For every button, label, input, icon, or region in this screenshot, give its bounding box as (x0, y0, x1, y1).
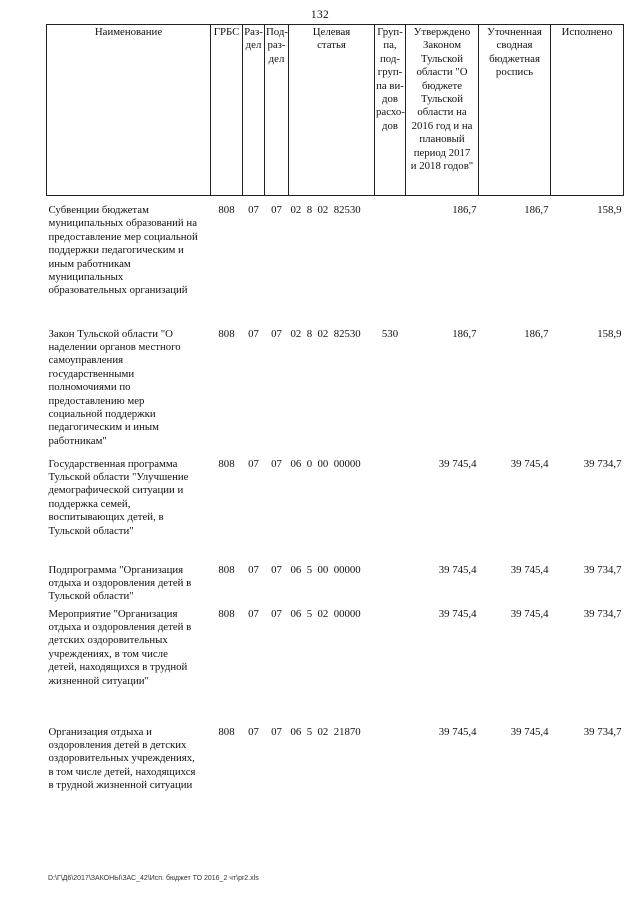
row-group (375, 458, 406, 564)
row-grbs: 808 (218, 327, 235, 340)
row-podrazdel: 07 (271, 563, 282, 576)
header-razdel: Раз- дел (243, 25, 265, 196)
row-refined: 186,7 (524, 327, 549, 340)
row-executed: 39 734,7 (583, 607, 622, 620)
header-row (47, 25, 624, 196)
row-group (375, 726, 406, 798)
row-approved: 39 745,4 (438, 563, 477, 576)
row-target: 02 8 02 82530 (290, 327, 361, 340)
table-row (47, 328, 624, 458)
row-refined: 39 745,4 (510, 563, 549, 576)
table-row (47, 726, 624, 798)
table-row (47, 196, 624, 328)
row-group (375, 564, 406, 608)
row-razdel: 07 (248, 725, 259, 738)
row-refined: 39 745,4 (510, 607, 549, 620)
header-approved: Утверждено Законом Тульской области "О бюджете Тульской области на 2016 год и на плановый период 2017 и 2018 годов" (406, 25, 479, 196)
header-group: Груп- па, под- груп- па ви- дов расхо- дов (375, 25, 406, 196)
row-executed: 39 734,7 (583, 563, 622, 576)
budget-table (46, 24, 624, 798)
row-target: 02 8 02 82530 (290, 204, 361, 216)
header-podrazdel: Под- раз- дел (265, 25, 289, 196)
row-grbs: 808 (218, 204, 235, 216)
header-target: Целевая статья (289, 25, 375, 196)
row-podrazdel: 07 (271, 607, 282, 620)
row-name: Субвенции бюджетам муниципальных образований на предоставление мер социальной поддержки педагогическим и иным работникам муниципальных образовательных организаций (48, 204, 198, 297)
row-name: Государственная программа Тульской области "Улучшение демографической ситуации и поддержка семей, воспитывающих детей, в Тульской области" (48, 457, 189, 537)
row-target: 06 0 00 00000 (290, 457, 361, 470)
row-target: 06 5 02 00000 (290, 607, 361, 620)
row-refined: 186,7 (524, 204, 549, 216)
row-name: Подпрограмма "Организация отдыха и оздоровления детей в Тульской области" (48, 563, 192, 603)
row-grbs: 808 (218, 457, 235, 470)
header-grbs: ГРБС (211, 25, 243, 196)
row-refined: 39 745,4 (510, 725, 549, 738)
row-name: Закон Тульской области "О наделении органов местного самоуправления государственными полномочиями по предоставлению мер социальной поддержки педагогическим и иным работникам" (48, 327, 181, 447)
row-approved: 186,7 (452, 327, 477, 340)
row-approved: 39 745,4 (438, 457, 477, 470)
header-refined: Уточненная сводная бюджетная роспись (479, 25, 551, 196)
row-approved: 186,7 (452, 204, 477, 216)
row-executed: 158,9 (597, 204, 622, 216)
table-row (47, 458, 624, 564)
row-group: 530 (381, 327, 399, 340)
row-refined: 39 745,4 (510, 457, 549, 470)
row-group (375, 608, 406, 726)
row-podrazdel: 07 (271, 725, 282, 738)
header-name: Наименование (47, 25, 211, 196)
row-podrazdel: 07 (271, 327, 282, 340)
row-target: 06 5 02 21870 (290, 725, 361, 738)
row-executed: 39 734,7 (583, 457, 622, 470)
row-razdel: 07 (248, 457, 259, 470)
row-razdel: 07 (248, 563, 259, 576)
file-path-footer: D:\Г\Д6\2017\ЗАКОНЫ\ЗАС_42\Исп. бюджет ТО 2016_2 чт\pr2.xls (48, 875, 259, 882)
row-approved: 39 745,4 (438, 607, 477, 620)
row-grbs: 808 (218, 725, 235, 738)
header-executed: Исполнено (551, 25, 624, 196)
row-razdel: 07 (248, 327, 259, 340)
row-razdel: 07 (248, 204, 259, 216)
row-executed: 39 734,7 (583, 725, 622, 738)
page-number: 132 (310, 9, 330, 21)
row-group (375, 196, 406, 328)
row-name: Организация отдыха и оздоровления детей в детских оздоровительных учреждениях, в том числе детей, находящихся в трудной жизненной ситуации (48, 725, 196, 792)
row-target: 06 5 00 00000 (290, 563, 361, 576)
table-row (47, 564, 624, 608)
table-row (47, 608, 624, 726)
row-podrazdel: 07 (271, 457, 282, 470)
row-grbs: 808 (218, 563, 235, 576)
row-name: Мероприятие "Организация отдыха и оздоровления детей в детских оздоровительных учреждениях, в том числе детей, находящихся в трудной жизненной ситуации" (48, 607, 192, 687)
row-grbs: 808 (218, 607, 235, 620)
row-approved: 39 745,4 (438, 725, 477, 738)
row-podrazdel: 07 (271, 204, 282, 216)
row-razdel: 07 (248, 607, 259, 620)
row-executed: 158,9 (597, 327, 622, 340)
